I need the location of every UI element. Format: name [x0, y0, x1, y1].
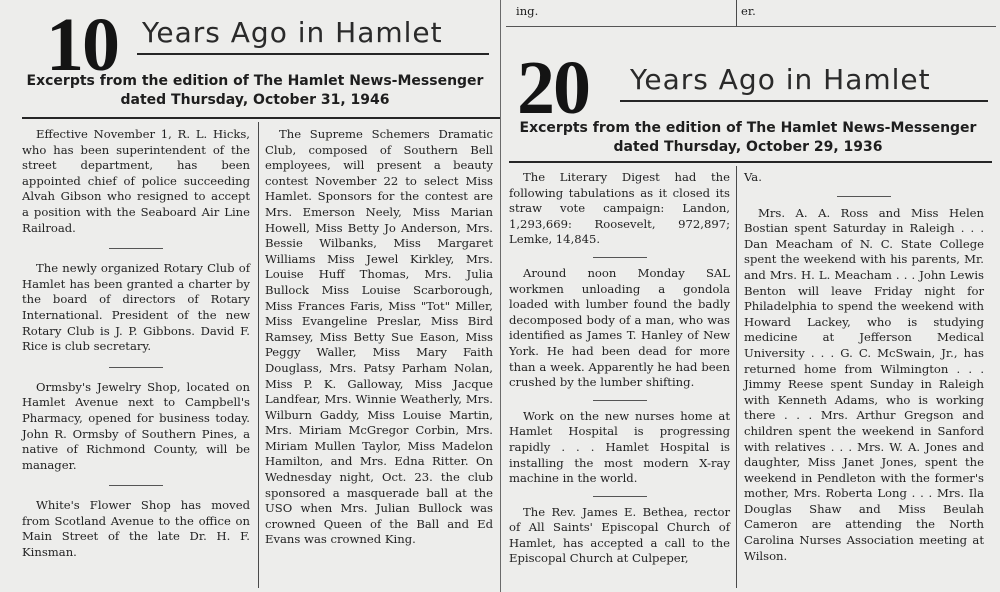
left-excerpt-line2: dated Thursday, October 31, 1946 [120, 92, 390, 108]
article-police-chief: Effective November 1, R. L. Hicks, who has been superintendent of the street department, has been appointed chief of police succeeding Alvah Gibson who resigned to accept a position with the Seaboard Air Line Railroad. [22, 127, 250, 235]
top-column-divider [736, 0, 737, 26]
divider-left-cols [258, 122, 259, 588]
right-excerpt-line2: dated Thursday, October 29, 1936 [613, 139, 883, 155]
right-excerpt-line1: Excerpts from the edition of The Hamlet News-Messenger [519, 120, 977, 136]
column-4 [744, 170, 984, 564]
article-straw-vote: The Literary Digest had the following tabulations as it closed its straw vote campaign: Landon, 1,293,669: Roosevelt, 972,897; Lemke, 14,845. [509, 170, 730, 247]
article-separator [109, 248, 163, 249]
article-rev-bethea: The Rev. James E. Bethea, rector of All Saints' Episcopal Church of Hamlet, has accepted a call to the Episcopal Church at Culpeper, [509, 504, 730, 566]
article-social-notes: Mrs. A. A. Ross and Miss Helen Bostian spent Saturday in Raleigh . . . Dan Meacham of N. C. State College spent the weekend with his parents, Mr. and Mrs. H. L. Meacham . . . John Lewis Benton will leave Friday night for Philadelphia to spend the weekend with Howard Lackey, who is studying medicine at Jefferson Medical University . . . G. C. McSwain, Jr., has returned home from Wilmington . . . Jimmy Reese spent Sunday in Raleigh with Kenneth Adams, who is working there . . . Mrs. Arthur Gregson and children spent the weekend in Sanford with relatives . . . Mrs. W. A. Jones and daughter, Miss Janet Jones, spent the weekend in Pendleton with the former's mother, Mrs. Roberta Long . . . Mrs. Ila Douglas Shaw and Miss Beulah Cameron are attending the North Carolina Nurses Association meeting at Wilson. [744, 205, 984, 563]
col4-top-fragment: er. [741, 4, 756, 18]
divider-center [500, 0, 501, 592]
article-separator [593, 257, 647, 258]
article-rotary-club: The newly organized Rotary Club of Hamlet has been granted a charter by the board of directors of Rotary International. President of the new Rotary Club is J. P. Gibbons. David F. Rice is club secretary. [22, 261, 250, 354]
article-separator [593, 496, 647, 497]
article-flower-shop: White's Flower Shop has moved from Scotland Avenue to the office on Main Street of the late Dr. H. F. Kinsman. [22, 498, 250, 560]
col3-top-fragment: ing. [516, 4, 539, 18]
left-header-rule [137, 53, 489, 55]
article-jewelry-shop: Ormsby's Jewelry Shop, located on Hamlet Avenue next to Campbell's Pharmacy, opened for business today. John R. Ormsby of Southern Pines, a native of Richmond County, will be manager. [22, 379, 250, 472]
article-separator [593, 400, 647, 401]
article-separator [837, 196, 891, 197]
article-beauty-contest: The Supreme Schemers Dramatic Club, composed of Southern Bell employees, will present a beauty contest November 22 to select Miss Hamlet. Sponsors for the contest are Mrs. Emerson Neely, Miss Marian Howell, Miss Betty Jo Anderson, Mrs. Bessie Wilbanks, Miss Margaret Williams Miss Jewel Kirkley, Mrs. Louise Huff Thomas, Mrs. Julia Bullock Miss Louise Scarborough, Miss Frances Faris, Miss "Tot" Miller, Miss Evangeline Preslar, Miss Bird Ramsey, Miss Betty Sue Eason, Miss Peggy Waller, Miss Mary Faith Douglass, Mrs. Patsy Parham Nolan, Miss P. K. Galloway, Miss Jacque Landfear, Mrs. Winnie Weatherly, Mrs. Wilburn Gaddy, Miss Louise Martin, Mrs. Miriam McGregor Corbin, Mrs. Miriam Mullen Taylor, Miss Madelon Hamilton, and Mrs. Edna Ritter. On Wednesday night, Oct. 23. the club sponsored a masquerade ball at the USO when Mrs. Julian Bullock was crowned Queen of the Ball and Ed Evans was crowned King. [265, 127, 493, 547]
article-body-found: Around noon Monday SAL workmen unloading a gondola loaded with lumber found the badly decomposed body of a man, who was identified as James T. Hanley of New York. He had been dead for more than a week. Apparently he had been crushed by the lumber shifting. [509, 265, 730, 390]
left-header-number: 10 [46, 3, 118, 87]
right-header-rule [620, 100, 988, 102]
column-3 [509, 170, 730, 567]
left-excerpt-line1: Excerpts from the edition of The Hamlet News-Messenger [26, 73, 484, 89]
article-separator [109, 485, 163, 486]
column-2 [265, 127, 493, 548]
left-header-title: Years Ago in Hamlet [142, 16, 443, 49]
divider-right-cols [736, 166, 737, 588]
top-right-rule [506, 26, 996, 27]
right-excerpt-rule [509, 161, 992, 163]
article-separator [109, 367, 163, 368]
left-excerpt-rule [22, 117, 500, 119]
article-nurses-home: Work on the new nurses home at Hamlet Hospital is progressing rapidly . . . Hamlet Hospital is installing the most modern X-ray machine in the world. [509, 408, 730, 486]
right-header-title: Years Ago in Hamlet [630, 63, 931, 96]
column-1 [22, 127, 250, 561]
right-header-number: 20 [517, 46, 589, 130]
article-va-continued: Va. [744, 170, 762, 184]
